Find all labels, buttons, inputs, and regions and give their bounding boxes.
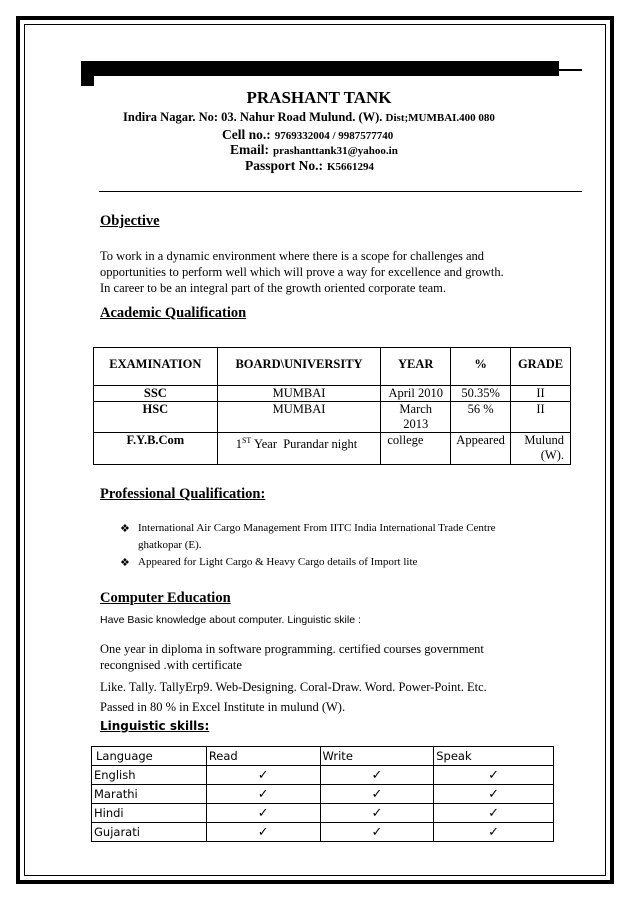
list-item: ghatkopar (E). xyxy=(138,539,202,551)
cell-board-text: Year Purandar night xyxy=(251,437,358,452)
table-header-row xyxy=(92,747,554,766)
col-speak: Speak xyxy=(434,747,554,766)
computer-line: Like. Tally. TallyErp9. Web-Designing. Coral-Draw. Word. Power-Point. Etc. xyxy=(100,680,487,694)
cell-percent: 50.35% xyxy=(451,386,511,402)
check-icon: ✓ xyxy=(206,766,320,785)
computer-line: recongnised .with certificate xyxy=(100,658,242,672)
objective-line: opportunities to perform well which will prove a way for excellence and growth. xyxy=(100,265,504,279)
table-row xyxy=(92,785,554,804)
academic-table xyxy=(93,347,571,465)
check-icon: ✓ xyxy=(206,785,320,804)
cell-grade: Mulund (W). xyxy=(511,433,571,465)
table-row xyxy=(94,402,571,433)
table-row xyxy=(92,823,554,842)
col-grade: GRADE xyxy=(511,348,571,381)
check-icon: ✓ xyxy=(434,804,554,823)
professional-heading-text: Professional Qualification xyxy=(100,486,261,502)
email-label: Email: xyxy=(230,142,269,157)
computer-heading: Computer Education xyxy=(100,590,231,606)
col-year: YEAR xyxy=(381,348,451,381)
check-icon: ✓ xyxy=(320,766,434,785)
cell-year: April 2010 xyxy=(381,386,451,402)
list-item: Appeared for Light Cargo & Heavy Cargo details of Import lite xyxy=(138,556,418,568)
table-row xyxy=(94,386,571,402)
cell-board xyxy=(217,433,381,465)
cell-exam: SSC xyxy=(94,386,218,402)
header-divider xyxy=(99,191,582,192)
cell-board: MUMBAI xyxy=(217,402,381,433)
professional-bullet-2 xyxy=(120,556,130,569)
passport-label: Passport No.: xyxy=(245,158,323,173)
candidate-name: PRASHANT TANK xyxy=(246,88,392,107)
objective-line: In career to be an integral part of the growth oriented corporate team. xyxy=(100,281,447,295)
cell-grade: II xyxy=(511,386,571,402)
check-icon: ✓ xyxy=(320,823,434,842)
objective-line: To work in a dynamic environment where there is a scope for challenges and xyxy=(100,249,485,263)
cell-percent: 56 % xyxy=(451,402,511,433)
cell-board: MUMBAI xyxy=(217,386,381,402)
check-icon: ✓ xyxy=(320,785,434,804)
col-write: Write xyxy=(320,747,434,766)
cell-language: Marathi xyxy=(92,785,207,804)
computer-basic: Have Basic knowledge about computer. Linguistic skile : xyxy=(100,614,361,626)
header-bar xyxy=(81,61,559,76)
check-icon: ✓ xyxy=(206,804,320,823)
address-city: Dist;MUMBAI.400 080 xyxy=(385,112,495,124)
email-value: prashanttank31@yahoo.in xyxy=(273,145,398,157)
cell-language: Hindi xyxy=(92,804,207,823)
objective-text xyxy=(100,248,504,296)
linguistic-heading: Linguistic skills: xyxy=(100,719,210,733)
cell-exam: HSC xyxy=(94,402,218,433)
check-icon: ✓ xyxy=(434,785,554,804)
professional-heading xyxy=(100,486,265,503)
academic-heading: Academic Qualification xyxy=(100,305,247,321)
col-examination: EXAMINATION xyxy=(94,348,218,381)
cell-board-sup: ST xyxy=(241,436,252,445)
professional-heading-colon: : xyxy=(260,486,266,502)
table-row xyxy=(92,804,554,823)
check-icon: ✓ xyxy=(206,823,320,842)
col-read: Read xyxy=(206,747,320,766)
passport-value: K5661294 xyxy=(327,161,375,173)
cell-label: Cell no.: xyxy=(222,127,271,142)
diamond-bullet-icon: ❖ xyxy=(120,557,130,569)
table-row xyxy=(92,766,554,785)
col-board: BOARD\UNIVERSITY xyxy=(217,348,381,381)
cell-grade: II xyxy=(511,402,571,433)
col-percent: % xyxy=(451,348,511,381)
cell-exam: F.Y.B.Com xyxy=(94,433,218,465)
list-item: International Air Cargo Management From IITC India International Trade Centre xyxy=(138,522,496,534)
table-header-row xyxy=(94,348,571,381)
check-icon: ✓ xyxy=(434,766,554,785)
professional-bullet-1 xyxy=(120,522,130,535)
computer-line: Passed in 80 % in Excel Institute in mulund (W). xyxy=(100,700,346,714)
diamond-bullet-icon: ❖ xyxy=(120,523,130,535)
computer-line: One year in diploma in software programming. certified courses government xyxy=(100,642,484,656)
cell-year: college xyxy=(381,433,451,465)
address-street: Indira Nagar. No: 03. Nahur Road Mulund. (W). xyxy=(123,110,383,124)
cell-language: Gujarati xyxy=(92,823,207,842)
cell-value: 9769332004 / 9987577740 xyxy=(274,130,394,142)
check-icon: ✓ xyxy=(434,823,554,842)
objective-heading: Objective xyxy=(100,213,160,229)
cell-percent: Appeared xyxy=(451,433,511,465)
table-row xyxy=(94,433,571,465)
cell-language: English xyxy=(92,766,207,785)
cell-board-prefix: 1 xyxy=(235,437,242,452)
passport-line xyxy=(245,157,374,175)
header-bar-line xyxy=(559,69,582,71)
address-line xyxy=(123,110,495,125)
col-language: Language xyxy=(92,747,207,766)
linguistic-table xyxy=(91,746,554,842)
cell-year: March 2013 xyxy=(381,402,451,433)
check-icon: ✓ xyxy=(320,804,434,823)
header-bar-corner xyxy=(81,76,94,86)
